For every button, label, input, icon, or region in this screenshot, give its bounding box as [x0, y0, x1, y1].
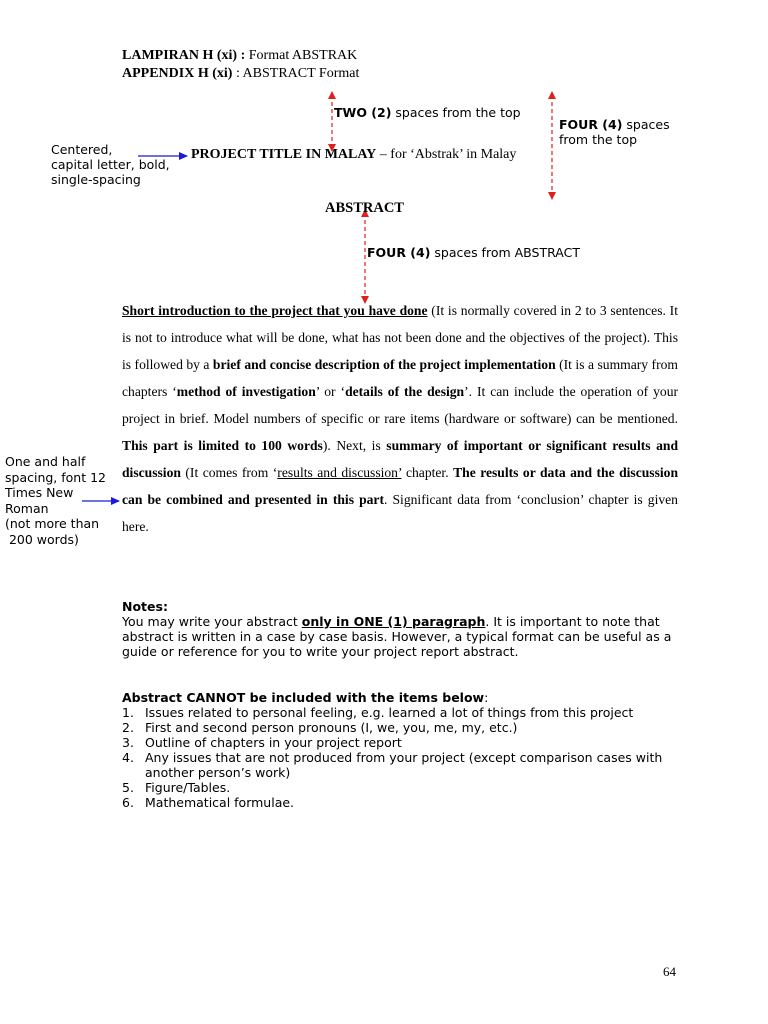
notes-emphasis: only in ONE (1) paragraph — [301, 614, 486, 629]
body-text: (It is a summary from chapters ‘ — [122, 357, 678, 399]
list-item-number: 2. — [122, 720, 134, 735]
note-spacing-line: (not more than — [5, 516, 100, 531]
header-text-english: : ABSTRACT Format — [232, 66, 360, 81]
note-centered-line: capital letter, bold, — [51, 157, 170, 172]
list-item-text: Figure/Tables. — [145, 780, 231, 795]
abstract-body — [122, 297, 678, 540]
cannot-heading-colon: : — [484, 690, 489, 705]
body-text: . Significant data from ‘conclusion’ chapter is given here. — [122, 492, 678, 534]
note-two-spaces-bold: TWO (2) — [334, 105, 392, 120]
body-underlined-text: results and discussion’ — [277, 465, 402, 480]
notes-text: You may write your abstract — [122, 614, 302, 629]
notes-section — [122, 599, 682, 659]
list-item — [122, 750, 682, 780]
note-two-spaces-text: spaces from the top — [391, 105, 521, 120]
header-label-malay: LAMPIRAN H (xi) : — [122, 48, 246, 63]
list-item-text: Any issues that are not produced from your project (except comparison cases with another person’s work) — [145, 750, 663, 780]
header-text-malay: Format ABSTRAK — [245, 48, 358, 63]
body-text: ’ or ‘ — [315, 384, 346, 399]
body-bold-text: This part is limited to 100 words — [122, 438, 323, 453]
note-four-top-text: spaces — [622, 117, 670, 132]
notes-text: . It is important to note that abstract is written in a case by case basis. However, a typical format can be useful as a guide or reference for you to write your project report abstract. — [122, 614, 672, 659]
note-centered — [51, 142, 170, 187]
cannot-heading: Abstract CANNOT be included with the items below — [122, 690, 485, 705]
body-text: chapter. — [401, 465, 454, 480]
header-label-english: APPENDIX H (xi) — [122, 66, 233, 81]
body-bold-text: brief and concise description of the project implementation — [212, 357, 556, 372]
note-four-abstract-text: spaces from ABSTRACT — [430, 245, 580, 260]
note-centered-line: single-spacing — [51, 172, 141, 187]
body-text: (It comes from ‘ — [180, 465, 278, 480]
abstract-heading: ABSTRACT — [325, 200, 404, 216]
list-item — [122, 705, 682, 720]
body-bold-text: details of the design — [345, 384, 465, 399]
note-spacing-line: spacing, font 12 — [5, 469, 107, 485]
list-item-number: 5. — [122, 780, 134, 795]
note-four-abstract-bold: FOUR (4) — [367, 245, 431, 260]
list-item — [122, 735, 682, 750]
list-item-number: 1. — [122, 705, 134, 720]
body-text: ’. It can include the operation of your project in brief. Model numbers of specific or rare items (hardware or software) can be mentioned. — [122, 384, 679, 426]
body-text: (It is normally covered in 2 to 3 sentences. It is not to introduce what will be done, what has not been done and the objectives of the project). This is followed by a — [122, 303, 678, 372]
list-item-text: Issues related to personal feeling, e.g. learned a lot of things from this project — [145, 705, 634, 720]
list-item — [122, 720, 682, 735]
notes-heading: Notes: — [122, 599, 168, 614]
notes-paragraph — [122, 614, 682, 659]
body-bold-text: summary of important or significant results and discussion — [122, 438, 679, 480]
body-bold-text: The results or data and the discussion can be combined and presented in this part — [122, 465, 679, 507]
note-four-top-text-2: from the top — [559, 132, 638, 147]
project-title-rest: – for ‘Abstrak’ in Malay — [376, 147, 517, 162]
project-title-bold: PROJECT TITLE IN MALAY — [191, 147, 377, 162]
note-four-spaces-abstract — [367, 245, 580, 260]
note-spacing-font — [5, 454, 115, 547]
note-two-spaces — [334, 105, 521, 120]
list-item-text: Outline of chapters in your project report — [145, 735, 402, 750]
list-item — [122, 780, 682, 795]
note-centered-line: Centered, — [51, 142, 113, 157]
body-bold-text: method of investigation — [176, 384, 316, 399]
note-spacing-line: Roman — [5, 500, 49, 516]
list-item-number: 6. — [122, 795, 134, 810]
cannot-list — [122, 705, 682, 810]
note-spacing-line: One and half — [5, 454, 86, 469]
list-item-number: 4. — [122, 750, 134, 765]
list-item-text: First and second person pronouns (I, we, you, me, my, etc.) — [145, 720, 518, 735]
list-item-number: 3. — [122, 735, 134, 750]
note-four-top-bold: FOUR (4) — [559, 117, 623, 132]
note-spacing-line: Times New — [5, 485, 74, 500]
note-spacing-line: 200 words) — [5, 531, 79, 547]
body-intro-heading: Short introduction to the project that you have done — [122, 303, 428, 318]
page-number: 64 — [663, 964, 676, 979]
note-four-spaces-top — [559, 117, 670, 147]
project-title — [191, 147, 516, 163]
body-text: ). Next, is — [322, 438, 387, 453]
cannot-section — [122, 690, 682, 810]
list-item — [122, 795, 682, 810]
list-item-text: Mathematical formulae. — [145, 795, 295, 810]
